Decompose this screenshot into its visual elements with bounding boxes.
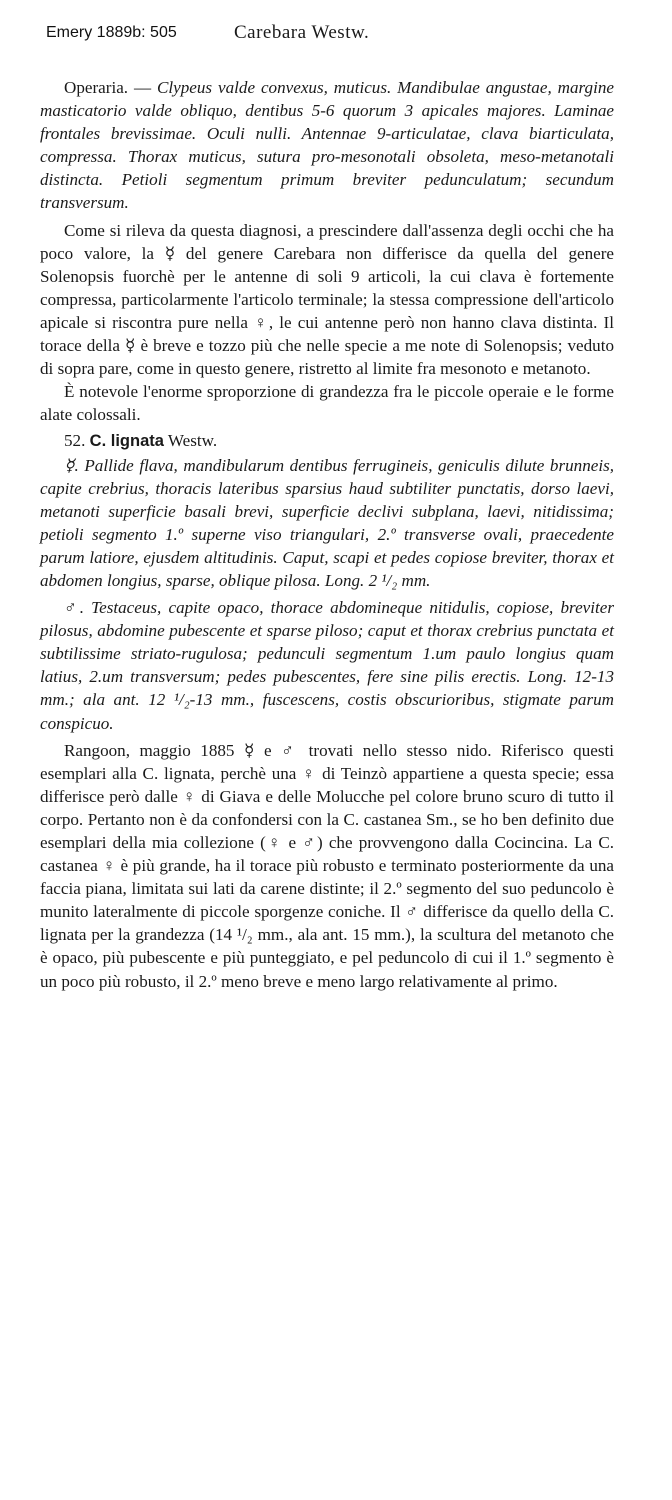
- running-title: Carebara Westw.: [234, 22, 370, 43]
- paragraph-sproporzione: È notevole l'enorme sproporzione di grandezza fra le piccole operaie e le forme alate colossali.: [40, 382, 614, 425]
- paragraph-rangoon: Rangoon, maggio 1885 ☿ e ♂ trovati nello stesso nido. Riferisco questi esemplari alla C. lignata, perchè una ♀ di Teinzò appartiene a questa specie; essa differisce però dalle ♀ di Giava e delle Molucche pel colore bruno scuro di tutto il corpo. Pertanto non è da confondersi con la C. castanea Sm., se ho ben definito due esemplari della mia collezione (♀ e ♂) che provvengono dalla Cocincina. La C. castanea ♀ è più grande, ha il torace più robusto e terminato posteriormente da una faccia piana, limitata sui lati da carene distinte; il 2.º segmento del suo peduncolo è munito lateralmente di piccole sporgenze coniche. Il ♂ differisce da quello della C. lignata per la grandezza (14 ¹/₂ mm., ala ant. 15 mm.), la scultura del metanoto che è opaco, più pubescente e più punteggiato, e pel peduncolo di cui il 1.º segmento è un poco più robusto, il 2.º meno breve e meno largo relativamente al primo.: [40, 740, 614, 991]
- page-body: [40, 76, 614, 993]
- species-name: C. lignata: [89, 432, 164, 451]
- page-header: [46, 20, 632, 48]
- paragraph-worker-description: ☿. Pallide flava, mandibularum dentibus ferrugineis, geniculis dilute brunneis, capite crebrius, thoracis lateribus sparsius haud subtiliter punctatis, dorso laevi, metanoti superficie basali brevi, superficie declivi subplana, laevi, nitidissima; petioli segmento 1.º superne viso triangulari, 2.º transverse ovali, praecedente parum latiore, ejusdem altitudinis. Caput, scapi et pedes copiose breviter, thorax et abdomen longius, sparse, oblique pilosa. Long. 2 ¹/₂ mm.: [40, 455, 614, 590]
- citation: Emery 1889b: 505: [46, 24, 177, 41]
- species-author: Westw.: [167, 431, 218, 451]
- paragraph-male-description: ♂. Testaceus, capite opaco, thorace abdomineque nitidulis, copiose, breviter pilosus, abdomine pubescente et sparse piloso; caput et thorax crebrius punctata et subtilissime striato-rugulosa; pedunculi segmentum 1.um paulo longius quam latius, 2.um transversum; pedes pubescentes, fere sine pilis erectis. Long. 12-13 mm.; ala ant. 12 ¹/₂-13 mm., fuscescens, costis obscurioribus, stigmate parum conspicuo.: [40, 598, 614, 733]
- species-number: 52.: [64, 431, 86, 451]
- paragraph-operaria: [40, 76, 614, 215]
- paragraph-lead: Operaria. —: [64, 78, 158, 97]
- species-heading: [40, 429, 614, 453]
- paragraph-commento: Come si rileva da questa diagnosi, a prescindere dall'assenza degli occhi che ha poco valore, la ☿ del genere Carebara non differisce da quella del genere Solenopsis fuorchè per le antenne di soli 9 articoli, la cui clava è fortemente compressa, particolarmente l'articolo terminale; la stessa compressione dell'articolo apicale si riscontra pure nella ♀, le cui antenne però non hanno clava distinta. Il torace della ☿ è breve e tozzo più che nelle specie a me note di Solenopsis; veduto di sopra pare, come in questo genere, ristretto al limite fra mesonoto e metanoto.: [40, 220, 614, 379]
- paragraph-text: Clypeus valde convexus, muticus. Mandibulae angustae, margine masticatorio valde obliquo, dentibus 5-6 quorum 3 apicales majores. Laminae frontales brevissimae. Oculi nulli. Antennae 9-articulatae, clava biarticulata, compressa. Thorax muticus, sutura pro-mesonotali obsoleta, meso-metanotali distincta. Petioli segmentum primum breviter pedunculatum; secundum transversum.: [40, 78, 614, 213]
